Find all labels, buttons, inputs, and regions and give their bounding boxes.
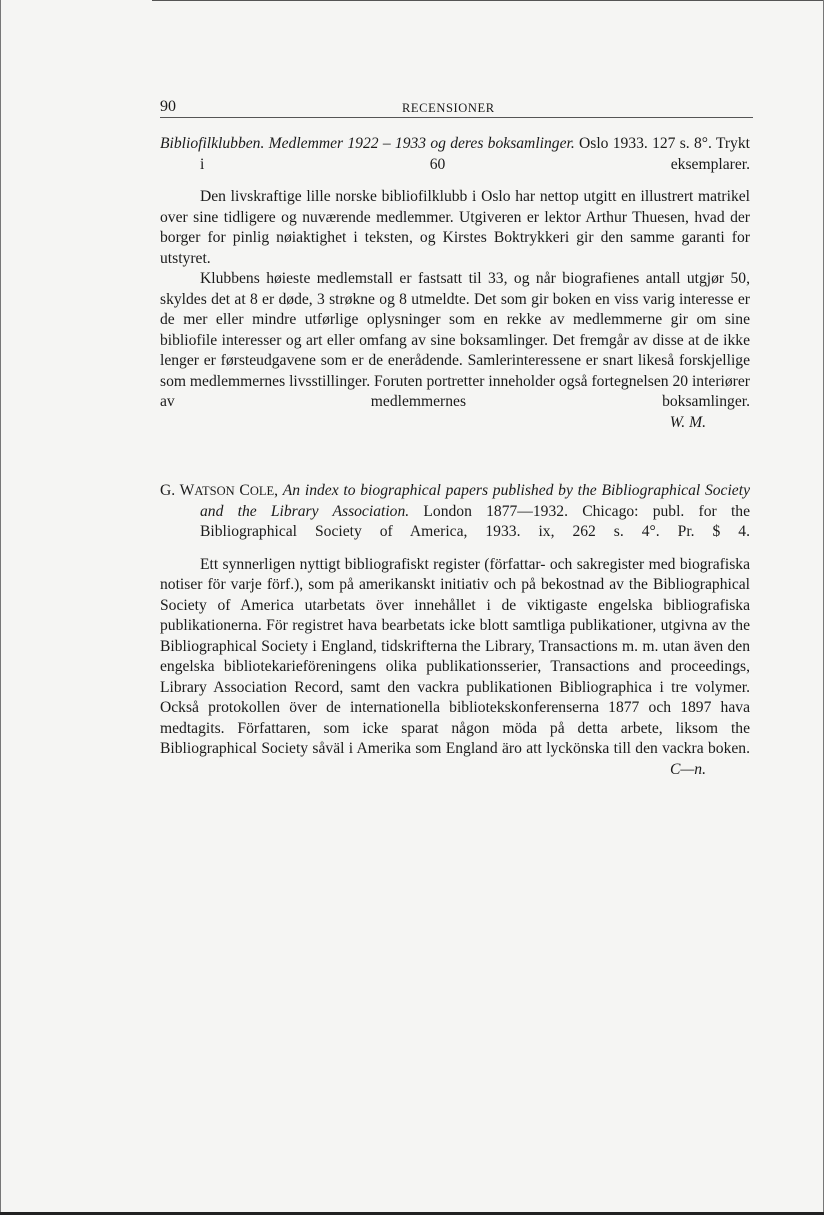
- review-2-citation: [160, 481, 750, 543]
- review-1-paragraph-1: Den livskraftige lille norske bibliofilklubb i Oslo har nettop utgitt en illustrert matrikel over sine tidligere og nuværende medlemmer. Utgiveren er lektor Arthur Thuesen, hvad der borger for pinlig nøiaktighet i teksten, og Kirstes Boktrykkeri gir den samme garanti for utstyret.: [160, 188, 750, 267]
- header-rule: [160, 117, 753, 118]
- review-bibliofilklubben: [160, 134, 750, 433]
- review-2-signature: C—n.: [670, 760, 706, 778]
- review-2-publication-details: London 1877—1932. Chicago: publ. for the Bibliographical Society of America, 1933. ix, 262 s. 4°. Pr. $ 4.: [200, 502, 751, 540]
- running-head: RECENSIONER: [402, 101, 495, 115]
- review-1-publication-details: Oslo 1933. 127 s. 8°. Trykt i 60 eksemplarer.: [200, 135, 750, 173]
- spacer: [160, 175, 750, 187]
- review-2-title: An index to biographical papers published by the Bibliographical Society and the Library Association.: [200, 482, 750, 520]
- scan-edge-left: [0, 0, 1, 1215]
- review-1-signature: W. M.: [669, 413, 706, 431]
- review-1-paragraph-2: Klubbens høieste medlemstall er fastsatt til 33, og når biografienes antall utgjør 50, skyldes det at 8 er døde, 3 strøkne og 8 utmeldte. Det som gir boken en viss varig interesse er de mer eller mindre utførlige oplysninger som en rekke av medlemmerne gir om sine bibliofile interesser og art eller omfang av sine boksamlinger. Det fremgår av disse at de ikke lenger er førsteudgavene som er de enerådende. Samlerinteressene er snart likeså forskjellige som medlemmernes livsstillinger. Foruten portretter inneholder også fortegnelsen 20 interiører av medlemmernes boksamlinger.: [160, 270, 750, 410]
- spacer: [160, 543, 750, 555]
- page-content: [160, 134, 750, 780]
- review-2-author: G. WATSON COLE,: [160, 482, 283, 499]
- review-watson-cole: [160, 481, 750, 780]
- spacer: [160, 433, 750, 481]
- page-number: 90: [160, 98, 176, 115]
- scan-edge-top: [152, 0, 824, 1]
- page-header: [160, 98, 753, 120]
- review-1-citation: [160, 134, 750, 175]
- review-2-paragraph-1: Ett synnerligen nyttigt bibliografiskt register (författar- och sakregister med biografiska notiser för varje förf.), som på amerikanskt initiativ och på bekostnad av the Bibliographical Society of America utarbetats över innehållet i de viktigaste engelska bibliografiska publikationerna. För registret hava bearbetats icke blott samtliga publikationer, utgivna av the Bibliographical Society i England, tidskrifterna the Library, Transactions m. m. utan även den engelska bibliotekarieföreningens olika publikationsserier, Transactions and proceedings, Library Association Record, samt den vackra publikationen Bibliographica i tre volymer. Också protokollen över de internationella bibliotekskonferenserna 1877 och 1897 hava medtagits. Författaren, som icke sparat någon möda på detta arbete, liksom the Bibliographical Society såväl i Amerika som England äro att lyckönska till den vackra boken.: [160, 555, 750, 757]
- review-1-title: Bibliofilklubben. Medlemmer 1922 – 1933 og deres boksamlinger.: [160, 135, 575, 152]
